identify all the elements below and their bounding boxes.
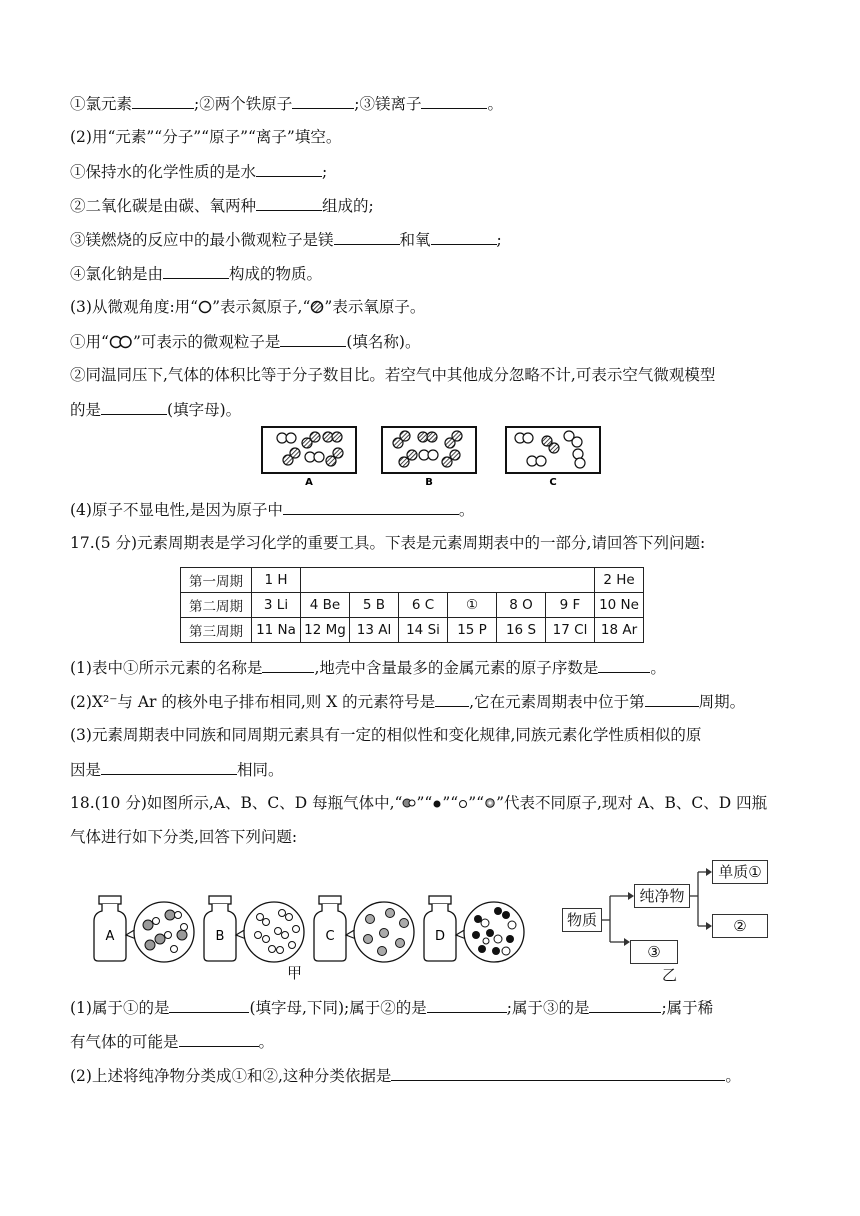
table-cell: 第二周期 — [181, 593, 252, 618]
bottle-d-label: D — [434, 929, 446, 944]
oxygen-atom-icon — [310, 300, 324, 314]
answer-blank[interactable] — [101, 758, 237, 775]
text: 的是 — [70, 401, 102, 419]
model-c-label: C — [549, 477, 557, 488]
text: (填字母,下同);属于②的是 — [249, 999, 427, 1017]
bottle-b-label: B — [215, 929, 225, 944]
q17-intro: 17.(5 分)元素周期表是学习化学的重要工具。下表是元素周期表中的一部分,请回答下列问题: — [70, 534, 706, 552]
grey-atom-icon — [484, 797, 496, 809]
answer-blank[interactable] — [292, 92, 354, 109]
gas-bottles-figure — [86, 895, 526, 981]
model-a-label: A — [305, 477, 313, 488]
tree-elemental-substance: 单质① — [712, 860, 768, 884]
answer-blank[interactable] — [283, 498, 459, 515]
text: ”表示氧原子。 — [324, 298, 426, 316]
q16-part3-2: ②同温同压下,气体的体积比等于分子数目比。若空气中其他成分忽略不计,可表示空气微观模型 — [70, 366, 716, 384]
text: (填名称)。 — [346, 333, 421, 351]
model-c — [506, 427, 600, 473]
table-cell: 9 F — [546, 593, 595, 618]
answer-blank[interactable] — [163, 262, 229, 279]
answer-blank[interactable] — [427, 996, 507, 1013]
text: ;③镁离子 — [354, 95, 422, 113]
table-cell: ① — [448, 593, 497, 618]
text: ②二氧化碳是由碳、氧两种 — [70, 197, 257, 215]
table-cell: 18 Ar — [595, 618, 644, 643]
bottle-d — [424, 896, 524, 962]
figure-yi-label: 乙 — [662, 966, 678, 984]
text: ”“ — [468, 794, 485, 812]
answer-blank[interactable] — [169, 996, 249, 1013]
table-cell: 第三周期 — [181, 618, 252, 643]
q18-intro — [70, 792, 767, 814]
text: 因是 — [70, 761, 102, 779]
text: ③镁燃烧的反应中的最小微观粒子是镁 — [70, 231, 334, 249]
table-cell: 14 Si — [399, 618, 448, 643]
answer-blank[interactable] — [262, 656, 314, 673]
text: (3)从微观角度:用“ — [70, 298, 199, 316]
text: 。 — [725, 1067, 741, 1085]
text: 。 — [458, 501, 475, 519]
q16-part2-heading: (2)用“元素”“分子”“原子”“离子”填空。 — [70, 128, 342, 146]
text: ④氯化钠是由 — [70, 265, 164, 283]
table-cell: 13 Al — [350, 618, 399, 643]
answer-blank[interactable] — [179, 1030, 259, 1047]
q16-line1 — [70, 92, 503, 115]
model-b — [382, 427, 476, 473]
text: ;属于③的是 — [506, 999, 590, 1017]
atom-pair-grey-icon — [402, 797, 416, 809]
text: ;②两个铁原子 — [194, 95, 293, 113]
text: ;属于稀 — [661, 999, 714, 1017]
table-cell: 15 P — [448, 618, 497, 643]
text: ”“ — [416, 794, 433, 812]
table-cell: 5 B — [350, 593, 399, 618]
answer-blank[interactable] — [598, 656, 650, 673]
text: 构成的物质。 — [229, 265, 323, 283]
text: 18.(10 分)如图所示,A、B、C、D 每瓶气体中,“ — [70, 794, 403, 812]
tree-box-two: ② — [712, 914, 768, 938]
table-cell: 4 Be — [301, 593, 350, 618]
figure-jia-label: 甲 — [287, 964, 303, 982]
text: ,地壳中含量最多的金属元素的原子序数是 — [314, 659, 599, 677]
q16-part2-4 — [70, 262, 322, 285]
text: (4)原子不显电性,是因为原子中 — [70, 501, 283, 519]
answer-blank[interactable] — [589, 996, 661, 1013]
q16-part2-2 — [70, 194, 374, 217]
q18-part2 — [70, 1064, 741, 1087]
text: ”“ — [442, 794, 459, 812]
table-cell: 1 H — [252, 568, 301, 593]
text: 相同。 — [237, 761, 284, 779]
table-cell: 11 Na — [252, 618, 301, 643]
answer-blank[interactable] — [645, 690, 699, 707]
text: ”可表示的微观粒子是 — [132, 333, 281, 351]
text: (2)上述将纯净物分类成①和②,这种分类依据是 — [70, 1067, 392, 1085]
text: ”表示氮原子,“ — [212, 298, 311, 316]
text: 有气体的可能是 — [70, 1033, 179, 1051]
text: 周期。 — [698, 693, 746, 711]
table-cell: 6 C — [399, 593, 448, 618]
q16-part3-heading — [70, 296, 425, 318]
text: ①保持水的化学性质的是水 — [70, 163, 257, 181]
table-gap — [301, 568, 595, 593]
table-row — [181, 593, 644, 618]
text: 。 — [650, 659, 666, 677]
text: ”代表不同原子,现对 A、B、C、D 四瓶 — [496, 794, 768, 812]
q16-part4 — [70, 498, 474, 521]
table-cell: 第一周期 — [181, 568, 252, 593]
text: ①用“ — [70, 333, 109, 351]
table-cell: 12 Mg — [301, 618, 350, 643]
table-cell: 16 S — [497, 618, 546, 643]
bottle-b — [204, 896, 304, 962]
text: (填字母)。 — [167, 401, 242, 419]
table-cell: 3 Li — [252, 593, 301, 618]
text: (1)表中①所示元素的名称是 — [70, 659, 263, 677]
periodic-table — [180, 567, 644, 643]
q17-part3: (3)元素周期表中同族和同周期元素具有一定的相似性和变化规律,同族元素化学性质相似的原 — [70, 726, 702, 744]
table-row — [181, 568, 644, 593]
text: 和氧 — [399, 231, 431, 249]
answer-blank[interactable] — [391, 1064, 725, 1081]
model-b-label: B — [425, 477, 433, 488]
text: ; — [496, 231, 502, 249]
q16-part3-1 — [70, 330, 420, 353]
bottle-a-label: A — [105, 929, 115, 944]
answer-blank[interactable] — [256, 194, 322, 211]
answer-blank[interactable] — [132, 92, 194, 109]
answer-blank[interactable] — [421, 92, 487, 109]
answer-blank[interactable] — [334, 228, 400, 245]
q17-part3-cont — [70, 758, 284, 781]
q17-part2 — [70, 690, 745, 713]
text: (1)属于①的是 — [70, 999, 170, 1017]
q18-intro-cont: 气体进行如下分类,回答下列问题: — [70, 828, 298, 846]
text: ,它在元素周期表中位于第 — [469, 693, 645, 711]
air-model-figure — [258, 424, 620, 488]
answer-blank[interactable] — [431, 228, 497, 245]
text: (2)X²⁻与 Ar 的核外电子排布相同,则 X 的元素符号是 — [70, 693, 436, 711]
text: 。 — [258, 1033, 275, 1051]
bottle-c — [314, 896, 414, 962]
answer-blank[interactable] — [256, 160, 322, 177]
table-cell: 17 Cl — [546, 618, 595, 643]
answer-blank[interactable] — [435, 690, 469, 707]
table-cell: 8 O — [497, 593, 546, 618]
bottle-c-label: C — [325, 929, 335, 944]
nitrogen-atom-icon — [198, 300, 212, 314]
answer-blank[interactable] — [280, 330, 346, 347]
q17-part1 — [70, 656, 666, 679]
q16-part2-1 — [70, 160, 327, 183]
table-cell: 2 He — [595, 568, 644, 593]
model-a — [262, 427, 356, 473]
bottle-a — [94, 896, 194, 962]
text: 组成的; — [322, 197, 374, 215]
nitrogen-molecule-icon — [109, 335, 133, 349]
black-atom-icon — [432, 797, 442, 809]
text: 。 — [487, 95, 503, 113]
text: ①氯元素 — [70, 95, 133, 113]
text: ; — [322, 163, 328, 181]
tree-pure-substance: 纯净物 — [634, 884, 690, 908]
table-cell: 10 Ne — [595, 593, 644, 618]
answer-blank[interactable] — [101, 398, 167, 415]
tree-root-matter: 物质 — [562, 908, 602, 932]
q18-part1-cont — [70, 1030, 274, 1053]
tree-box-three: ③ — [630, 940, 678, 964]
q16-part2-3 — [70, 228, 502, 251]
table-row — [181, 618, 644, 643]
q16-part3-2-cont — [70, 398, 241, 421]
q18-part1 — [70, 996, 713, 1019]
white-atom-icon — [458, 797, 468, 809]
